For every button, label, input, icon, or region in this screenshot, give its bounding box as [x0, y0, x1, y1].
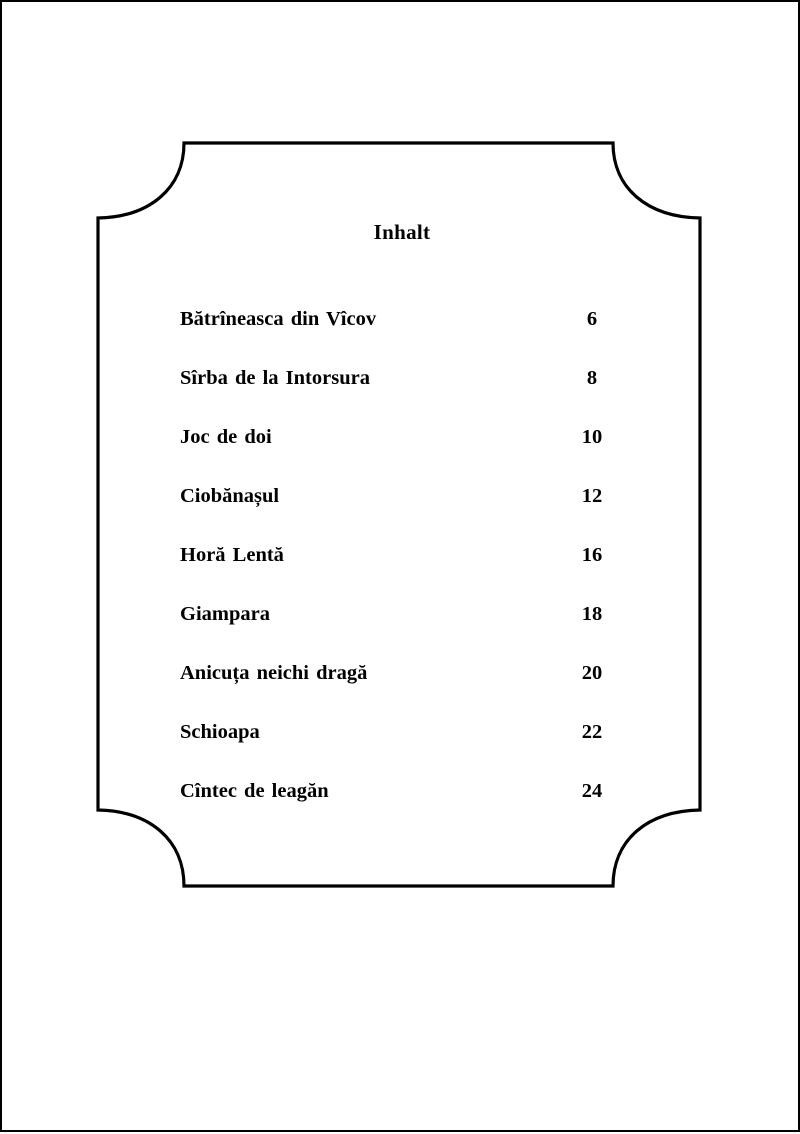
page-title: Inhalt	[373, 220, 431, 244]
list-item[interactable]	[102, 467, 702, 526]
toc-entry-page: 6	[586, 308, 598, 330]
list-item[interactable]	[102, 526, 702, 585]
toc-entry-page: 20	[581, 662, 603, 684]
list-item[interactable]	[102, 762, 702, 821]
toc-entry-page: 8	[586, 367, 598, 389]
toc-entry-page: 18	[581, 603, 603, 625]
toc-entry-page: 22	[581, 721, 603, 743]
list-item[interactable]	[102, 703, 702, 762]
list-item[interactable]	[102, 408, 702, 467]
list-item[interactable]	[102, 585, 702, 644]
list-item[interactable]	[102, 290, 702, 349]
list-item[interactable]	[102, 644, 702, 703]
toc-content	[102, 142, 702, 902]
toc-entry-label: Cîntec de leagăn	[180, 780, 329, 802]
toc-entry-page: 10	[581, 426, 603, 448]
toc-entry-page: 16	[581, 544, 603, 566]
toc-entry-label: Schioapa	[180, 721, 260, 743]
toc-entry-label: Horă Lentă	[180, 544, 284, 566]
toc-entry-label: Giampara	[180, 603, 270, 625]
toc-entry-page: 24	[581, 780, 603, 802]
toc-entry-label: Anicuța neichi dragă	[180, 662, 368, 684]
toc-list	[102, 290, 702, 821]
toc-entry-label: Joc de doi	[180, 426, 272, 448]
toc-entry-label: Ciobănașul	[180, 485, 280, 507]
toc-entry-page: 12	[581, 485, 603, 507]
toc-entry-label: Sîrba de la Intorsura	[180, 367, 370, 389]
list-item[interactable]	[102, 349, 702, 408]
toc-entry-label: Bătrîneasca din Vîcov	[180, 308, 377, 330]
